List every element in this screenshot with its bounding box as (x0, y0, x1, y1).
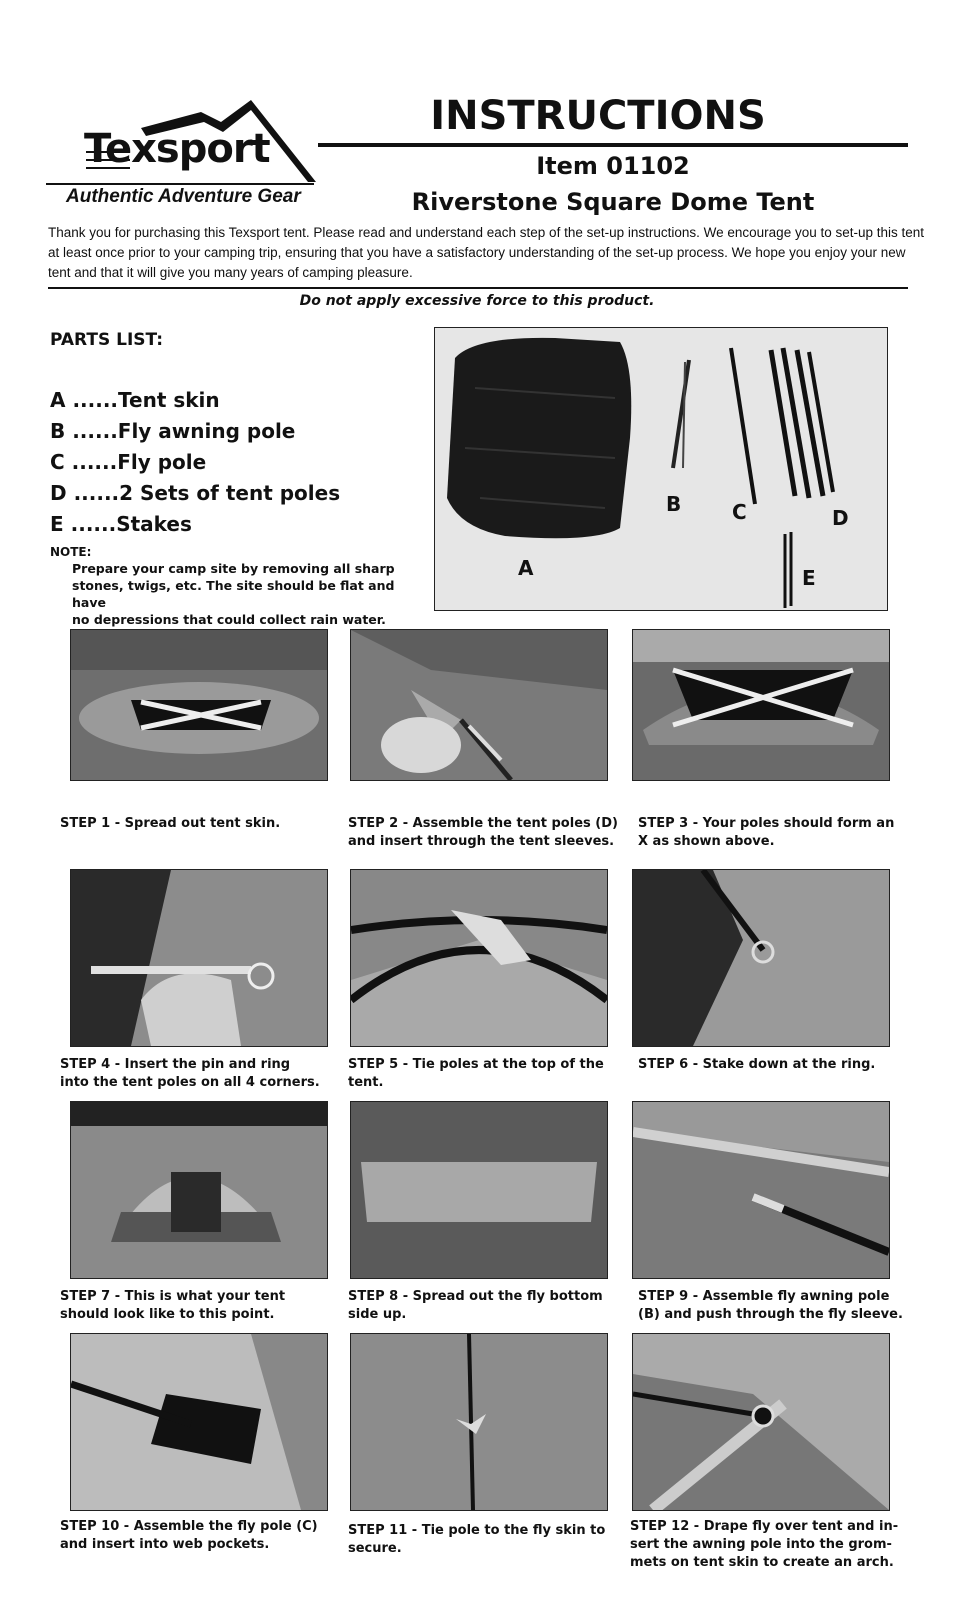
note-line: no depressions that could collect rain water. (72, 612, 386, 627)
note-heading: NOTE: (50, 545, 92, 559)
caption-line: STEP 5 - Tie poles at the top of the (348, 1057, 604, 1072)
intro-line: at least once prior to your camping trip, ensuring that you have a satisfactory understanding of the set-up process. We hope you enjoy your new (48, 245, 906, 260)
step-8-caption (348, 1288, 610, 1324)
part-item: E ......Stakes (50, 512, 192, 536)
step-3-photo (632, 629, 890, 781)
caption-line: side up. (348, 1307, 407, 1322)
step-9-photo (632, 1101, 890, 1279)
caption-line: STEP 8 - Spread out the fly bottom (348, 1289, 603, 1304)
warning-text: Do not apply excessive force to this product. (299, 293, 655, 309)
page-title: INSTRUCTIONS (430, 93, 766, 139)
caption-line: STEP 6 - Stake down at the ring. (638, 1057, 876, 1072)
caption-line: STEP 1 - Spread out tent skin. (60, 816, 281, 831)
part-item: A ......Tent skin (50, 388, 220, 412)
item-number: Item 01102 (536, 152, 690, 180)
brand-tagline: Authentic Adventure Gear (66, 186, 301, 207)
step-5-caption (348, 1056, 620, 1092)
caption-line: mets on tent skin to create an arch. (630, 1555, 894, 1570)
step-10-photo (70, 1333, 328, 1511)
step-6-caption (638, 1056, 908, 1074)
caption-line: STEP 12 - Drape fly over tent and in- (630, 1519, 899, 1534)
note-line: Prepare your camp site by removing all sharp (72, 561, 395, 576)
intro-line: Thank you for purchasing this Texsport tent. Please read and understand each step of the set-up instructions. We encourage you to set-up this tent (48, 225, 925, 240)
step-8-photo (350, 1101, 608, 1279)
part-label-c: C (732, 500, 747, 524)
part-item: D ......2 Sets of tent poles (50, 481, 341, 505)
step-4-photo (70, 869, 328, 1047)
step-5-photo (350, 869, 608, 1047)
step-2-caption (348, 815, 620, 851)
caption-line: should look like to this point. (60, 1307, 275, 1322)
caption-line: X as shown above. (638, 834, 775, 849)
caption-line: tent. (348, 1075, 384, 1090)
title-rule (318, 143, 908, 147)
caption-line: STEP 10 - Assemble the fly pole (C) (60, 1519, 318, 1534)
brand-logo (46, 98, 316, 213)
caption-line: (B) and push through the fly sleeve. (638, 1307, 903, 1322)
caption-line: into the tent poles on all 4 corners. (60, 1075, 320, 1090)
step-4-caption (60, 1056, 332, 1092)
part-item: B ......Fly awning pole (50, 419, 296, 443)
caption-line: STEP 2 - Assemble the tent poles (D) (348, 816, 618, 831)
caption-line: secure. (348, 1541, 402, 1556)
part-item: C ......Fly pole (50, 450, 207, 474)
part-label-b: B (666, 492, 682, 516)
parts-photo (434, 327, 888, 611)
caption-line: STEP 7 - This is what your tent (60, 1289, 286, 1304)
intro-line: tent and that it will give you many years of camping pleasure. (48, 265, 413, 280)
caption-line: STEP 9 - Assemble fly awning pole (638, 1289, 890, 1304)
step-11-caption (348, 1522, 620, 1558)
step-1-caption (60, 815, 322, 833)
intro-text (48, 223, 928, 283)
step-6-photo (632, 869, 890, 1047)
caption-line: and insert into web pockets. (60, 1537, 270, 1552)
step-1-photo (70, 629, 328, 781)
intro-rule (48, 287, 908, 289)
caption-line: sert the awning pole into the grom- (630, 1537, 892, 1552)
caption-line: and insert through the tent sleeves. (348, 834, 615, 849)
part-label-a: A (518, 556, 534, 580)
step-7-caption (60, 1288, 322, 1324)
caption-line: STEP 3 - Your poles should form an (638, 816, 895, 831)
step-7-photo (70, 1101, 328, 1279)
part-label-d: D (832, 506, 849, 530)
parts-list-heading: PARTS LIST: (50, 330, 164, 350)
caption-line: STEP 11 - Tie pole to the fly skin to (348, 1523, 606, 1538)
step-12-caption (630, 1518, 906, 1572)
note-line: stones, twigs, etc. The site should be flat and have (72, 578, 395, 610)
step-2-photo (350, 629, 608, 781)
caption-line: STEP 4 - Insert the pin and ring (60, 1057, 291, 1072)
step-3-caption (638, 815, 908, 851)
step-10-caption (60, 1518, 332, 1554)
note-text (72, 560, 432, 628)
step-12-photo (632, 1333, 890, 1511)
step-9-caption (638, 1288, 910, 1324)
brand-name: Texsport (84, 126, 270, 172)
part-label-e: E (802, 566, 816, 590)
step-11-photo (350, 1333, 608, 1511)
product-name: Riverstone Square Dome Tent (411, 188, 815, 216)
